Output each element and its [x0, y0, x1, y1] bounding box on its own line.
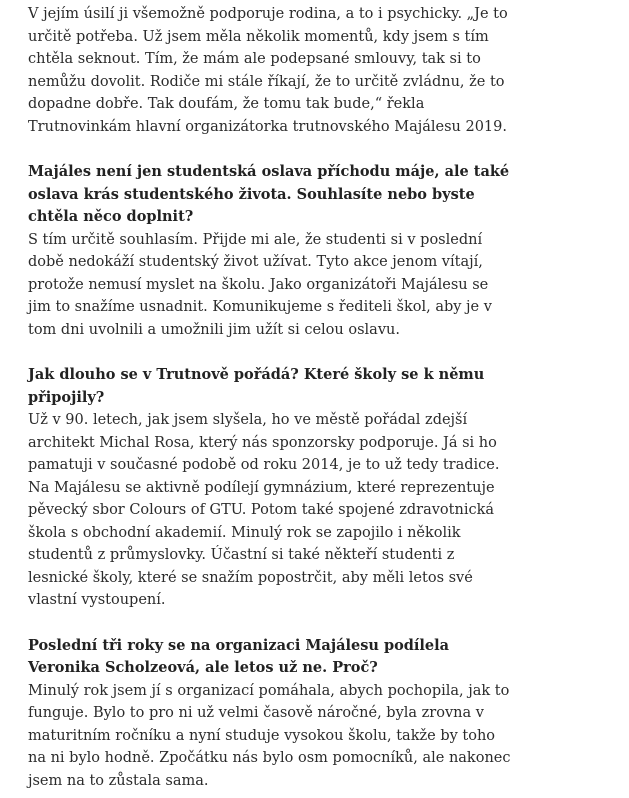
qa-block-2 [28, 364, 513, 612]
interview-question: Jak dlouho se v Trutnově pořádá? Které školy se k němu připojily? [28, 366, 485, 406]
qa-block-1 [28, 161, 513, 341]
interview-question: Majáles není jen studentská oslava příchodu máje, ale také oslava krás studentského života. Souhlasíte nebo byste chtěla něco doplnit? [28, 163, 510, 225]
article-body [28, 0, 513, 792]
interview-answer: Už v 90. letech, jak jsem slyšela, ho ve městě pořádal zdejší architekt Michal Rosa, který nás sponzorsky podporuje. Já si ho pamatuji v současné podobě od roku 2014, je to už tedy tradice. Na Majálesu se aktivně podílejí gymnázium, které reprezentuje pěvecký sbor Colours of GTU. Potom také spojené zdravotnická škola s obchodní akademií. Minulý rok se zapojilo i několik studentů z průmyslovky. Účastní si také někteří studenti z lesnické školy, které se snažím popostrčit, aby měli letos své vlastní vystoupení. [28, 412, 500, 608]
interview-answer: Minulý rok jsem jí s organizací pomáhala, abych pochopila, jak to funguje. Bylo to pro ni už velmi časově náročné, byla zrovna v maturitním ročníku a nyní studuje vysokou školu, takže by toho na ni bylo hodně. Zpočátku nás bylo osm pomocníků, ale nakonec jsem na to zůstala sama. [28, 682, 511, 789]
interview-question: Poslední tři roky se na organizaci Majálesu podílela Veronika Scholzeová, ale letos už ne. Proč? [28, 636, 450, 676]
qa-block-3 [28, 635, 513, 793]
intro-paragraph: V jejím úsilí ji všemožně podporuje rodina, a to i psychicky. „Je to určitě potřeba. Už jsem měla několik momentů, kdy jsem s tím chtěla seknout. Tím, že mám ale podepsané smlouvy, tak si to nemůžu dovolit. Rodiče mi stále říkají, že to určitě zvládnu, že to dopadne dobře. Tak doufám, že tomu tak bude,“ řekla Trutnovinkám hlavní organizátorka trutnovského Majálesu 2019. [28, 6, 508, 135]
interview-answer: S tím určitě souhlasím. Přijde mi ale, že studenti si v poslední době nedokáží studentský život užívat. Tyto akce jenom vítají, protože nemusí myslet na školu. Jako organizátoři Majálesu se jim to snažíme usnadnit. Komunikujeme s řediteli škol, aby je v tom dni uvolnili a umožnili jim užít si celou oslavu. [28, 231, 492, 338]
